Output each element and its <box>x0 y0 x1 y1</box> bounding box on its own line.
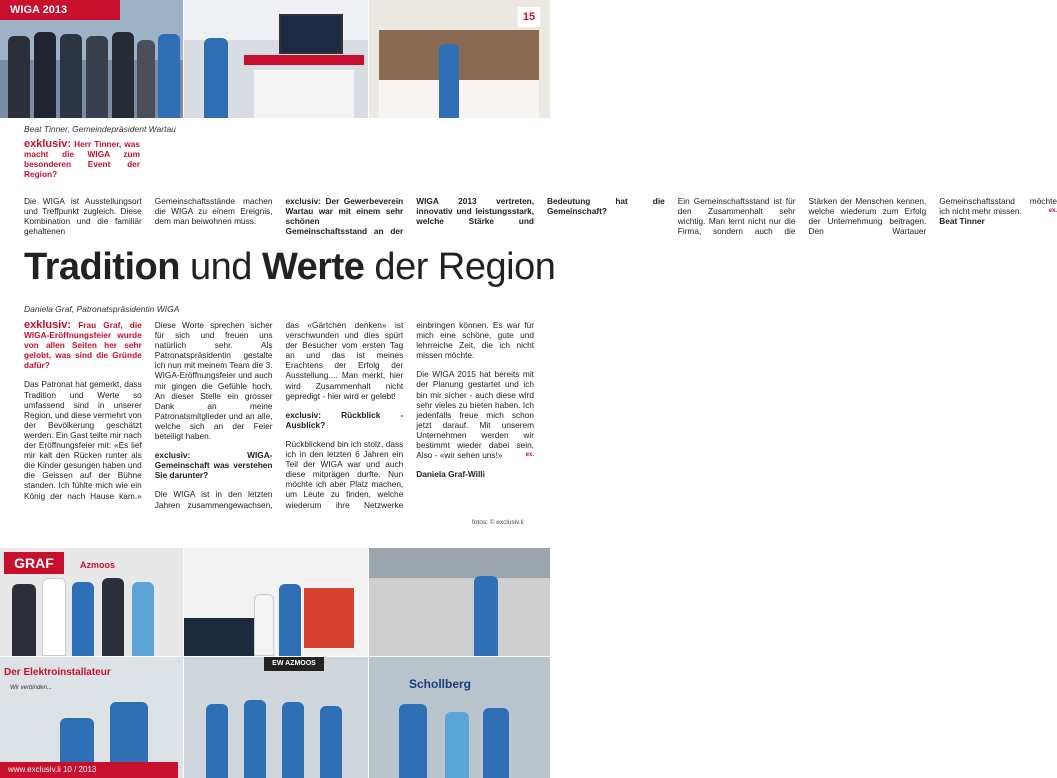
verbinden-sign: Wir verbinden... <box>10 685 52 691</box>
page-number: 15 <box>518 7 540 27</box>
section-tag: WIGA 2013 <box>0 0 120 20</box>
photo-tinner-stand <box>184 0 368 118</box>
elektro-sign: Der Elektroinstallateur <box>4 667 111 678</box>
photo-caption-graf: Daniela Graf, Patronatspräsidentin WIGA <box>24 304 180 314</box>
photo-caption-tinner: Beat Tinner, Gemeindepräsident Wartau <box>24 124 176 134</box>
interview-tinner-body: Die WIGA ist Ausstellungsort und Treffpunkt zugleich. Diese Kombination und die familiär gehaltenen Gemeinschaftsstände machen die WIGA zu einem Ereignis, dem man beiwohnen muss. exclusiv: Der Gewerbeverein Wartau war mit einem sehr schönen Gemeinschaftsstand an der WIGA 2013 vertreten, innovativ und leistungsstark, welche Stärke und Bedeutung hat die Gemeinschaft? Ein Gemeinschaftsstand ist für den Zusammenhalt sehr wichtig. Man lernt nicht nur die Firma, sondern auch die Stärken der Menschen kennen, welche wiederum zum Erfolg der Unternehmung beitragen. Den Wartauer Gemeinschaftsstand möchte ich nicht mehr missen. ex. Beat Tinner <box>24 196 1057 237</box>
photo-solar-stand <box>184 548 368 656</box>
footer-bar: www.exclusiv.li 10 / 2013 <box>0 762 178 778</box>
schollberg-sign: Schollberg <box>409 677 472 691</box>
photo-schollberg-team <box>369 657 550 778</box>
ew-azmoos-sign: EW AZMOOS <box>264 657 324 671</box>
graf-sign: GRAF <box>4 552 64 574</box>
photo-graf-team <box>0 548 183 656</box>
headline: Tradition und Werte der Region <box>24 246 556 288</box>
interview-graf-body: exklusiv: Frau Graf, die WIGA-Eröffnungsfeier wurde von allen Seiten her sehr gelobt, was sind die Gründe dafür? Das Patronat hat gemerkt, dass Tradition und Werte so umfassend sind in unserer Region, und diese vermehrt von der Bevölkerung geschätzt werden. Ein Gast teilte mir nach der Eröffnungsfeier mit: «Es lief mir kalt den Rücken runter als die Kinder gesungen haben und die Geissen auf der Bühne standen. Ich fühlte mich wie ein König der nach Hause kam.» Diese Worte sprechen sicher für sich und freuen uns natürlich sehr. Als Patronatspräsidentin gestalte ich nun mit meinem Team die 3. WIGA-Eröffnungsfeier und auch mir gingen die Gefühle hoch. An dieser Stelle ein grosser Dank an meine Patronatsmitglieder und an alle, welche sich an der Feier beteiligt haben. exclusiv: WIGA-Gemeinschaft was verstehen Sie darunter? Die WIGA ist in den letzten Jahren zusammengewachsen, das «Gärtchen denken» ist verschwunden und dies spürt der Besucher vom ersten Tag an und das ist meines Erachtens der Erfolg der Ausstellung.... Man merkt, hier wird Zusammenhalt nicht gepredigt - hier wird er gelebt! exclusiv: Rückblick - Ausblick? Rückblickend bin ich stolz, dass ich in den letzten 6 Jahren ein Teil der WIGA war und auch diese mitprägen durfte. Nun möchte ich aber Platz machen, um Leute zu finden, welche wiederum ihre Netzwerke einbringen können. Es war für mich eine schöne, gute und lehrreiche Zeit, die ich nicht missen möchte. Die WIGA 2015 hat bereits mit der Planung gestartet und ich bin mir sicher - auch diese wird sehr vieles zu bieten haben. Ich jedenfalls freue mich schon jetzt darauf. Mit unserem Unternehmen werden wir bestimmt wieder dabei sein. Also - «wir sehen uns!» ex. Daniela Graf-Willi <box>24 319 534 510</box>
photo-ew-azmoos-team <box>184 657 368 778</box>
interview-tinner-col1: exklusiv: Herr Tinner, was macht die WIGA zum besonderen Event der Region? <box>24 138 141 180</box>
azmoos-sign: Azmoos <box>80 560 116 570</box>
photo-elektro-team <box>0 657 183 778</box>
photo-credit: fotos: © exclusiv.li <box>472 519 524 526</box>
photo-interior-stand <box>369 548 550 656</box>
